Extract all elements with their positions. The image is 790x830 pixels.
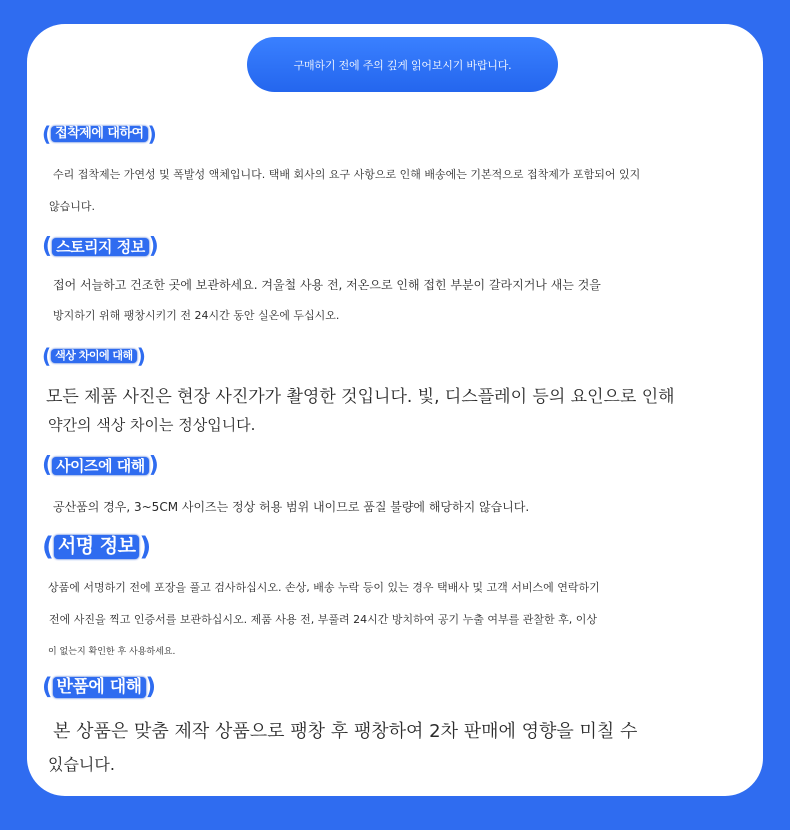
section-text-signature-line-3: 이 없는지 확인한 후 사용하세요.: [48, 647, 176, 657]
section-text-adhesive-line-2: 않습니다.: [49, 200, 96, 213]
section-heading-adhesive: ( 접착제에 대하여 ): [42, 122, 157, 146]
section-text-signature-line-2: 전에 사진을 찍고 인증서를 보관하십시오. 제품 사용 전, 부풀려 24시간 방치하여 공기 누출 여부를 관찰한 후, 이상: [49, 613, 597, 626]
section-text-returns-line-1: 본 상품은 맞춤 제작 상품으로 팽창 후 팽창하여 2차 판매에 영향을 미칠 수: [53, 721, 638, 742]
section-text-color-difference-line-2: 약간의 색상 차이는 정상입니다.: [48, 416, 256, 434]
section-heading-returns: ( 반품에 대해 ): [42, 674, 157, 700]
section-text-storage-line-2: 방지하기 위해 팽창시키기 전 24시간 동안 실온에 두십시오.: [53, 309, 340, 322]
section-heading-color-difference: ( 색상 차이에 대해 ): [42, 344, 146, 368]
section-text-size-line-1: 공산품의 경우, 3~5CM 사이즈는 정상 허용 범위 내이므로 품질 불량에 해당하지 않습니다.: [53, 500, 530, 514]
notice-banner: 구매하기 전에 주의 깊게 읽어보시기 바랍니다.: [247, 37, 558, 92]
section-text-returns-line-2: 있습니다.: [48, 755, 115, 774]
section-text-adhesive-line-1: 수리 접착제는 가연성 및 폭발성 액체입니다. 택배 회사의 요구 사항으로 인해 배송에는 기본적으로 접착제가 포함되어 있지: [53, 168, 641, 181]
section-heading-signature: ( 서명 정보 ): [42, 532, 152, 562]
section-text-signature-line-1: 상품에 서명하기 전에 포장을 풀고 검사하십시오. 손상, 배송 누락 등이 있는 경우 택배사 및 고객 서비스에 연락하기: [48, 581, 600, 594]
section-heading-storage: ( 스토리지 정보 ): [42, 234, 159, 259]
section-text-color-difference-line-1: 모든 제품 사진은 현장 사진가가 촬영한 것입니다. 빛, 디스플레이 등의 요인으로 인해: [46, 387, 675, 407]
section-text-storage-line-1: 접어 서늘하고 건조한 곳에 보관하세요. 겨울철 사용 전, 저온으로 인해 접힌 부분이 갈라지거나 새는 것을: [53, 278, 601, 292]
section-heading-size: ( 사이즈에 대해 ): [42, 453, 159, 478]
